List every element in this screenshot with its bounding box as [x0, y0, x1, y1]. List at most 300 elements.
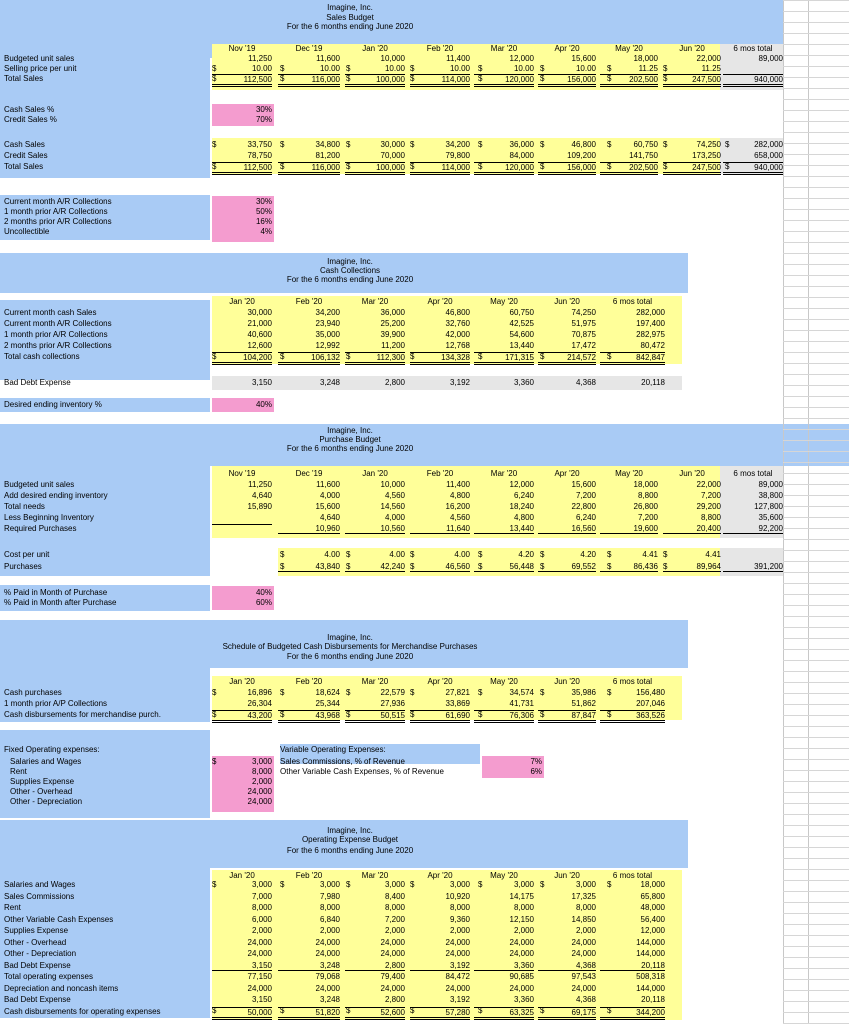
cell[interactable]: 8,000	[449, 903, 470, 912]
row-label[interactable]: Bad Debt Expense	[4, 378, 71, 387]
cell[interactable]: 144,000	[636, 937, 665, 947]
cell[interactable]: 19,600	[600, 524, 658, 534]
cell[interactable]: 207,046	[636, 699, 665, 708]
cell[interactable]: 42,525	[509, 319, 534, 328]
row-label[interactable]: Other - Depreciation	[4, 949, 77, 958]
row-label[interactable]: Total needs	[4, 502, 45, 511]
cell[interactable]: 33,869	[445, 699, 470, 708]
cell[interactable]: 24,000	[445, 983, 470, 993]
cell[interactable]: 3,192	[410, 961, 470, 971]
row-label[interactable]: Budgeted unit sales	[4, 54, 75, 63]
cell[interactable]: 13,440	[474, 524, 534, 534]
cell[interactable]: 34,800	[315, 140, 340, 149]
row-label[interactable]: Less Beginning Inventory	[4, 513, 94, 522]
cell[interactable]: 4.41	[642, 550, 658, 559]
cell[interactable]: 56,400	[640, 914, 665, 924]
cell[interactable]: 112,500	[212, 162, 272, 175]
col-header[interactable]: Mar '20	[361, 871, 389, 880]
row-label[interactable]: Supplies Expense	[4, 926, 69, 935]
cell[interactable]: 17,472	[571, 341, 596, 350]
cell[interactable]: 11,200	[381, 341, 405, 350]
company-title[interactable]: Imagine, Inc.	[327, 426, 373, 435]
cell[interactable]: 156,000	[538, 162, 596, 175]
cell[interactable]: 11,600	[316, 54, 340, 63]
cell[interactable]: 4,800	[449, 491, 470, 500]
row-label[interactable]: Depreciation and noncash items	[4, 983, 119, 993]
cell[interactable]: 34,574	[509, 688, 534, 697]
cell[interactable]: 21,000	[247, 319, 272, 328]
col-header[interactable]: Mar '20	[361, 297, 389, 306]
row-label[interactable]: Cash disbursements for operating expenses	[4, 1006, 161, 1016]
col-header[interactable]: Jan '20	[362, 469, 388, 478]
cell[interactable]: 114,000	[410, 74, 470, 87]
cell[interactable]: 2,000	[575, 926, 596, 935]
cell[interactable]: 4.41	[705, 550, 721, 559]
cell[interactable]: 8,000	[575, 903, 596, 912]
pct-label[interactable]: Credit Sales %	[4, 115, 57, 124]
cell[interactable]: 11,400	[446, 480, 470, 489]
row-label[interactable]: Selling price per unit	[4, 64, 77, 73]
cell[interactable]: 10,560	[345, 524, 405, 534]
company-title[interactable]: Imagine, Inc.	[327, 633, 373, 642]
cell[interactable]: 8,000	[513, 903, 534, 912]
cell[interactable]: 13,440	[509, 341, 534, 350]
var-val[interactable]: 6%	[530, 767, 542, 776]
cell[interactable]: 86,436	[600, 562, 658, 572]
cell[interactable]: 3,000	[384, 880, 405, 889]
report-title[interactable]: Cash Collections	[319, 266, 381, 275]
col-header-5[interactable]: Apr '20	[554, 44, 580, 53]
cell[interactable]: 247,500	[663, 162, 721, 175]
cell[interactable]: 16,896	[247, 688, 272, 697]
cell[interactable]: 29,200	[696, 502, 721, 511]
cell[interactable]: 202,500	[600, 74, 658, 87]
cell[interactable]: 16,560	[538, 524, 596, 534]
cell[interactable]: 74,250	[696, 140, 721, 149]
coll-label[interactable]: 2 months prior A/R Collections	[4, 217, 112, 226]
col-header-2[interactable]: Jan '20	[362, 44, 388, 53]
cell[interactable]: 7,000	[251, 891, 272, 901]
cell[interactable]: 100,000	[345, 162, 405, 175]
cell[interactable]: 14,175	[509, 891, 534, 901]
col-header[interactable]: 6 mos total	[612, 871, 653, 880]
cell[interactable]: 3,000	[575, 880, 596, 889]
cell[interactable]: 7,200	[384, 914, 405, 924]
cell[interactable]: 4.20	[518, 550, 534, 559]
cell[interactable]: 3,150	[251, 378, 272, 387]
report-title[interactable]: Schedule of Budgeted Cash Disbursements for Merchandise Purchases	[222, 642, 478, 651]
report-title[interactable]: Purchase Budget	[319, 435, 381, 444]
cell[interactable]: 391,200	[723, 562, 783, 572]
cell[interactable]: 4,560	[449, 513, 470, 522]
fixed-label[interactable]: Other - Depreciation	[10, 797, 83, 806]
cell[interactable]: 7,200	[637, 513, 658, 522]
report-period[interactable]: For the 6 months ending June 2020	[286, 275, 414, 284]
cell[interactable]: 120,000	[474, 162, 534, 175]
cell[interactable]: 89,000	[758, 54, 783, 63]
cell[interactable]: 7,200	[700, 491, 721, 500]
fixed-val[interactable]: 24,000	[247, 787, 272, 796]
cell[interactable]: 20,118	[641, 995, 665, 1004]
var-label[interactable]: Other Variable Cash Expenses, % of Revenue	[280, 767, 444, 776]
col-header[interactable]: May '20	[615, 469, 643, 478]
cell[interactable]: 3,248	[278, 961, 340, 971]
row-label[interactable]: Salaries and Wages	[4, 880, 76, 889]
cell[interactable]: 4,800	[513, 513, 534, 522]
cell[interactable]: 11.25	[638, 64, 658, 73]
cell[interactable]: 15,600	[571, 54, 596, 63]
cell[interactable]: 80,472	[640, 341, 665, 350]
cell[interactable]: 2,800	[384, 995, 405, 1004]
cell[interactable]: 24,000	[315, 949, 340, 958]
cell[interactable]: 2,000	[384, 926, 405, 935]
col-header[interactable]: Nov '19	[228, 469, 256, 478]
cell[interactable]: 3,248	[319, 378, 340, 387]
fixed-label[interactable]: Supplies Expense	[10, 777, 75, 786]
paid-val[interactable]: 60%	[255, 598, 272, 607]
cell[interactable]: 41,731	[509, 699, 534, 708]
cell[interactable]: 15,890	[247, 502, 272, 511]
coll-label[interactable]: Uncollectible	[4, 227, 50, 236]
cell[interactable]: 24,000	[509, 983, 534, 993]
cell[interactable]: 3,360	[513, 995, 534, 1004]
cell[interactable]: 2,800	[384, 378, 405, 387]
cell[interactable]: 9,360	[449, 914, 470, 924]
col-header[interactable]: May '20	[490, 871, 518, 880]
cell[interactable]: 12,000	[640, 926, 665, 935]
cell[interactable]: 90,685	[509, 972, 534, 981]
cell[interactable]: 20,118	[641, 378, 665, 387]
col-header[interactable]: Feb '20	[295, 871, 323, 880]
cell[interactable]: 89,964	[663, 562, 721, 572]
cell[interactable]: 134,328	[410, 352, 470, 365]
cell[interactable]: 3,150	[212, 961, 272, 971]
cell[interactable]: 77,150	[247, 972, 272, 981]
cell[interactable]: 17,325	[571, 891, 596, 901]
cell[interactable]: 33,750	[247, 140, 272, 149]
cell[interactable]: 39,900	[380, 330, 405, 339]
cell[interactable]: 8,400	[384, 891, 405, 901]
cell[interactable]: 940,000	[723, 162, 783, 175]
row-label[interactable]: Total operating expenses	[4, 972, 93, 981]
cell[interactable]: 8,000	[319, 903, 340, 912]
cell[interactable]: 24,000	[571, 983, 596, 993]
cell[interactable]: 4,560	[384, 491, 405, 500]
cell[interactable]: 3,000	[319, 880, 340, 889]
cell[interactable]: 36,000	[380, 308, 405, 317]
cell[interactable]: 61,690	[410, 710, 470, 723]
fixed-val[interactable]: 8,000	[251, 767, 272, 776]
col-header[interactable]: Apr '20	[427, 677, 453, 686]
cell[interactable]: 78,750	[247, 151, 272, 160]
cell[interactable]: 84,000	[509, 151, 534, 160]
cell[interactable]: 79,400	[380, 972, 405, 981]
cell[interactable]: 24,000	[571, 949, 596, 958]
cell[interactable]: 112,500	[212, 74, 272, 87]
row-label[interactable]: Rent	[4, 903, 21, 912]
cell[interactable]: 24,000	[247, 949, 272, 958]
report-title[interactable]: Operating Expense Budget	[301, 835, 399, 844]
col-header[interactable]: Jan '20	[229, 677, 255, 686]
cell[interactable]: 14,850	[571, 914, 596, 924]
pct-val[interactable]: 30%	[255, 105, 272, 114]
col-header[interactable]: Jun '20	[679, 469, 705, 478]
row-label[interactable]: Total Sales	[4, 74, 44, 83]
cell[interactable]: 363,526	[600, 710, 665, 723]
col-header[interactable]: 6 mos total	[612, 677, 653, 686]
cell[interactable]: 4.20	[580, 550, 596, 559]
row-label[interactable]: 1 month prior A/R Collections	[4, 330, 108, 339]
cell[interactable]: 2,000	[251, 926, 272, 935]
col-header[interactable]: May '20	[490, 677, 518, 686]
cell[interactable]: 7,200	[575, 491, 596, 500]
row-label[interactable]: Cash purchases	[4, 688, 62, 697]
cell[interactable]: 54,600	[509, 330, 534, 339]
col-header[interactable]: Apr '20	[427, 297, 453, 306]
cell[interactable]: 63,325	[474, 1007, 534, 1020]
cell[interactable]: 27,821	[445, 688, 470, 697]
cell[interactable]: 40,600	[247, 330, 272, 339]
cell[interactable]: 35,986	[571, 688, 596, 697]
cell[interactable]	[212, 524, 272, 525]
cell[interactable]: 43,968	[278, 710, 340, 723]
cell[interactable]: 51,975	[571, 319, 596, 328]
cell[interactable]: 10.00	[513, 64, 534, 73]
cell[interactable]: 24,000	[247, 983, 272, 993]
cell[interactable]: 171,315	[474, 352, 534, 365]
cell[interactable]: 76,306	[474, 710, 534, 723]
cell[interactable]: 4,000	[319, 491, 340, 500]
row-label[interactable]: Purchases	[4, 562, 42, 571]
row-label[interactable]: Bad Debt Expense	[4, 960, 71, 970]
cell[interactable]: 18,240	[509, 502, 534, 511]
cell[interactable]: 12,600	[247, 341, 272, 350]
var-val[interactable]: 7%	[530, 757, 542, 766]
cell[interactable]: 24,000	[445, 937, 470, 947]
cell[interactable]: 4,640	[251, 491, 272, 500]
col-header[interactable]: Jan '20	[229, 871, 255, 880]
cell[interactable]: 74,250	[571, 308, 596, 317]
coll-val[interactable]: 50%	[255, 207, 272, 216]
fixed-val[interactable]: 24,000	[247, 797, 272, 806]
cell[interactable]: 3,192	[449, 378, 470, 387]
row-label[interactable]: Total Sales	[4, 162, 44, 171]
cell[interactable]: 32,760	[445, 319, 470, 328]
cell[interactable]: 56,448	[474, 562, 534, 572]
cell[interactable]: 8,000	[251, 903, 272, 912]
col-header-0[interactable]: Nov '19	[228, 44, 256, 53]
cell[interactable]: 114,000	[410, 162, 470, 175]
cell[interactable]: 70,875	[571, 330, 596, 339]
cell[interactable]: 4,368	[538, 961, 596, 971]
col-header[interactable]: Jun '20	[554, 677, 580, 686]
cell[interactable]: 4,368	[575, 995, 596, 1004]
row-label[interactable]: Cost per unit	[4, 550, 50, 559]
col-header[interactable]: May '20	[490, 297, 518, 306]
cell[interactable]: 109,200	[567, 151, 596, 160]
report-period[interactable]: For the 6 months ending June 2020	[286, 444, 414, 453]
row-label[interactable]: Sales Commissions	[4, 891, 75, 901]
inv-val[interactable]: 40%	[255, 400, 272, 409]
cell[interactable]: 116,000	[278, 74, 340, 87]
col-header-3[interactable]: Feb '20	[426, 44, 454, 53]
paid-label[interactable]: % Paid in Month of Purchase	[4, 588, 108, 597]
cell[interactable]: 104,200	[212, 352, 272, 365]
cell[interactable]: 46,800	[445, 308, 470, 317]
cell[interactable]: 22,000	[696, 54, 721, 63]
row-label[interactable]: Required Purchases	[4, 524, 77, 533]
var-head[interactable]: Variable Operating Expenses:	[280, 745, 386, 754]
cell[interactable]: 79,068	[315, 972, 340, 981]
col-header[interactable]: Jan '20	[229, 297, 255, 306]
col-header-8[interactable]: 6 mos total	[733, 44, 773, 53]
company-title[interactable]: Imagine, Inc.	[327, 3, 373, 12]
cell[interactable]: 6,840	[319, 914, 340, 924]
col-header[interactable]: Mar '20	[490, 469, 518, 478]
cell[interactable]: 11,400	[446, 54, 470, 63]
cell[interactable]: 7,980	[319, 891, 340, 901]
cell[interactable]: 23,940	[315, 319, 340, 328]
cell[interactable]: 10.00	[384, 64, 405, 73]
cell[interactable]: 24,000	[315, 983, 340, 993]
cell[interactable]: 11.25	[701, 64, 721, 73]
cell[interactable]: 52,600	[345, 1007, 405, 1020]
cell[interactable]: 24,000	[509, 937, 534, 947]
col-header-6[interactable]: May '20	[615, 44, 643, 53]
cell[interactable]: 18,000	[640, 880, 665, 889]
col-header-1[interactable]: Dec '19	[295, 44, 323, 53]
cell[interactable]: 3,360	[513, 378, 534, 387]
row-label[interactable]: Current month cash Sales	[4, 308, 97, 317]
cell[interactable]: 120,000	[474, 74, 534, 87]
row-label[interactable]: Credit Sales	[4, 151, 48, 160]
coll-val[interactable]: 16%	[255, 217, 272, 226]
cell[interactable]: 24,000	[247, 937, 272, 947]
cell[interactable]: 97,543	[571, 972, 596, 981]
cell[interactable]: 22,579	[380, 688, 405, 697]
cell[interactable]: 127,800	[754, 502, 783, 511]
cell[interactable]: 34,200	[315, 308, 340, 317]
cell[interactable]: 12,768	[445, 341, 470, 350]
cell[interactable]: 87,847	[538, 710, 596, 723]
cell[interactable]: 10.00	[575, 64, 596, 73]
coll-val[interactable]: 4%	[260, 227, 272, 236]
paid-label[interactable]: % Paid in Month after Purchase	[4, 598, 117, 607]
col-header[interactable]: Feb '20	[295, 677, 323, 686]
cell[interactable]: 42,240	[345, 562, 405, 572]
cell[interactable]: 30,000	[380, 140, 405, 149]
cell[interactable]: 79,800	[445, 151, 470, 160]
row-label[interactable]: 2 months prior A/R Collections	[4, 341, 112, 350]
cell[interactable]: 24,000	[315, 937, 340, 947]
fixed-label[interactable]: Salaries and Wages	[10, 757, 82, 766]
company-title[interactable]: Imagine, Inc.	[327, 257, 373, 266]
cell[interactable]: 2,000	[513, 926, 534, 935]
cell[interactable]: 12,992	[315, 341, 340, 350]
cell[interactable]: 144,000	[636, 983, 665, 993]
col-header[interactable]: Apr '20	[427, 871, 453, 880]
cell[interactable]: 10.00	[251, 64, 272, 73]
cell[interactable]: 3,000	[449, 880, 470, 889]
cell[interactable]: 4,368	[575, 378, 596, 387]
cell[interactable]: 12,000	[509, 480, 534, 489]
cell[interactable]: 141,750	[629, 151, 658, 160]
report-period[interactable]: For the 6 months ending June 2020	[286, 846, 414, 855]
row-label[interactable]: 1 month prior A/P Collections	[4, 699, 108, 708]
cell[interactable]: 35,600	[758, 513, 783, 522]
cell[interactable]: 24,000	[380, 983, 405, 993]
cell[interactable]: 3,360	[474, 961, 534, 971]
var-label[interactable]: Sales Commissions, % of Revenue	[280, 757, 405, 766]
row-label[interactable]: Other Variable Cash Expenses	[4, 914, 114, 924]
cell[interactable]: 50,000	[212, 1007, 272, 1020]
cell[interactable]: 43,200	[212, 710, 272, 723]
row-label[interactable]: Other - Overhead	[4, 937, 67, 947]
cell[interactable]: 48,000	[640, 903, 665, 912]
cell[interactable]: 22,000	[696, 480, 721, 489]
col-header[interactable]: Jun '20	[554, 871, 580, 880]
cell[interactable]: 10.00	[319, 64, 340, 73]
cell[interactable]: 3,150	[251, 995, 272, 1004]
cell[interactable]: 344,200	[600, 1007, 665, 1020]
cell[interactable]: 3,248	[319, 995, 340, 1004]
col-header-7[interactable]: Jun '20	[679, 44, 705, 53]
cell[interactable]: 4,000	[384, 513, 405, 522]
cell[interactable]: 70,000	[380, 151, 405, 160]
cell[interactable]: 24,000	[380, 937, 405, 947]
cell[interactable]: 3,000	[251, 880, 272, 889]
cell[interactable]: 69,175	[538, 1007, 596, 1020]
cell[interactable]: 197,400	[636, 319, 665, 328]
paid-val[interactable]: 40%	[255, 588, 272, 597]
coll-label[interactable]: Current month A/R Collections	[4, 197, 112, 206]
cell[interactable]: 25,200	[380, 319, 405, 328]
cell[interactable]: 15,600	[571, 480, 596, 489]
cell[interactable]: 10,000	[380, 54, 405, 63]
cell[interactable]: 508,318	[636, 972, 665, 981]
cell[interactable]: 22,800	[571, 502, 596, 511]
cell[interactable]: 6,000	[251, 914, 272, 924]
cell[interactable]: 25,344	[315, 699, 340, 708]
cell[interactable]: 11,250	[248, 480, 272, 489]
cell[interactable]: 24,000	[509, 949, 534, 958]
cell[interactable]: 10,920	[445, 891, 470, 901]
cell[interactable]: 15,600	[315, 502, 340, 511]
cell[interactable]: 11,600	[316, 480, 340, 489]
cell[interactable]: 11,640	[410, 524, 470, 534]
col-header[interactable]: Mar '20	[361, 677, 389, 686]
cell[interactable]: 8,000	[384, 903, 405, 912]
cell[interactable]: 4.00	[324, 550, 340, 559]
cell[interactable]: 116,000	[278, 162, 340, 175]
cell[interactable]: 10,000	[380, 480, 405, 489]
cell[interactable]: 43,840	[278, 562, 340, 572]
coll-label[interactable]: 1 month prior A/R Collections	[4, 207, 108, 216]
cell[interactable]: 60,750	[633, 140, 658, 149]
cell[interactable]: 51,820	[278, 1007, 340, 1020]
cell[interactable]: 202,500	[600, 162, 658, 175]
cell[interactable]: 50,515	[345, 710, 405, 723]
col-header[interactable]: 6 mos total	[612, 297, 653, 306]
report-period[interactable]: For the 6 months ending June 2020	[286, 22, 414, 31]
company-title[interactable]: Imagine, Inc.	[327, 826, 373, 835]
cell[interactable]: 144,000	[636, 949, 665, 958]
col-header[interactable]: Feb '20	[426, 469, 454, 478]
coll-val[interactable]: 30%	[255, 197, 272, 206]
cell[interactable]: 11,250	[248, 54, 272, 63]
cell[interactable]: 8,800	[700, 513, 721, 522]
row-label[interactable]: Budgeted unit sales	[4, 480, 75, 489]
